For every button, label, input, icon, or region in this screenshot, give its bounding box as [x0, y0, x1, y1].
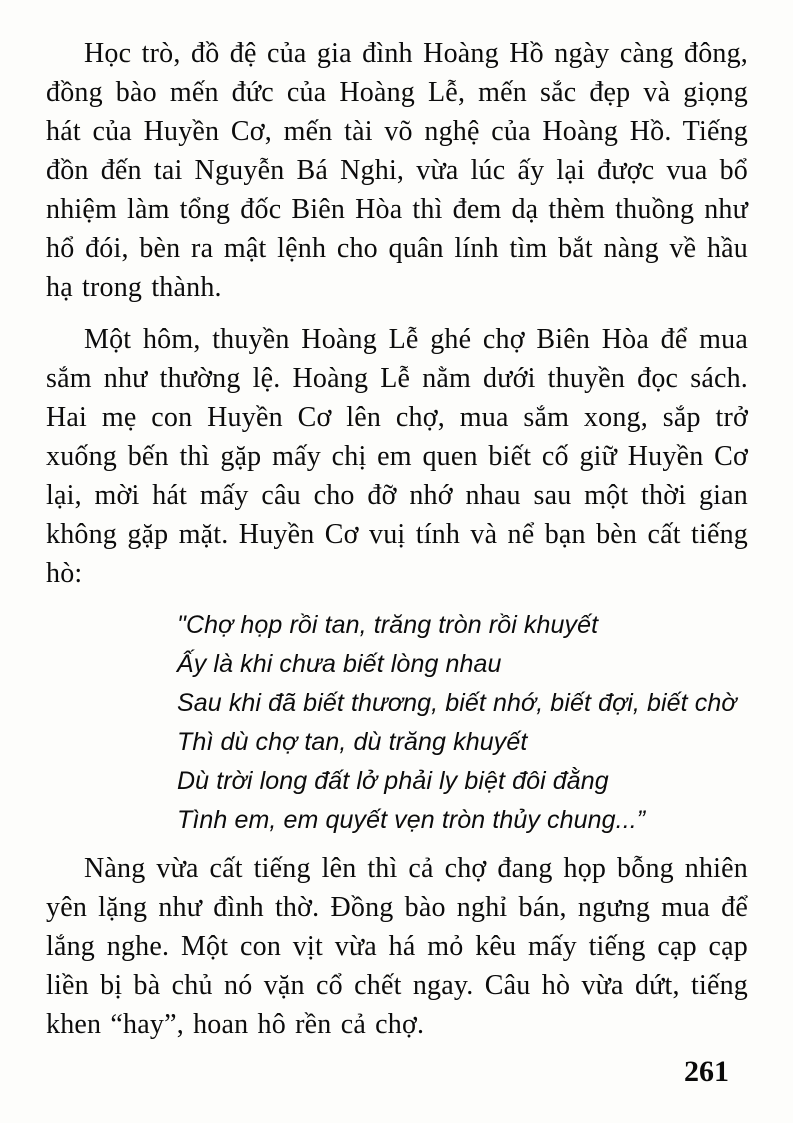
- verse-line-6: Tình em, em quyết vẹn tròn thủy chung...”: [177, 806, 646, 834]
- page-number: 261: [684, 1055, 729, 1088]
- page-content: [46, 34, 748, 1057]
- verse-line-3: Sau khi đã biết thương, biết nhớ, biết đợi, biết chờ: [177, 689, 737, 717]
- paragraph-students-admire: Học trò, đồ đệ của gia đình Hoàng Hồ ngày càng đông, đồng bào mến đức của Hoàng Lễ, mến sắc đẹp và giọng hát của Huyền Cơ, mến tài võ nghệ của Hoàng Hồ. Tiếng đồn đến tai Nguyễn Bá Nghi, vừa lúc ấy lại được vua bổ nhiệm làm tổng đốc Biên Hòa thì đem dạ thèm thuồng như hổ đói, bèn ra mật lệnh cho quân lính tìm bắt nàng về hầu hạ trong thành.: [46, 38, 748, 303]
- verse-line-2: Ấy là khi chưa biết lòng nhau: [177, 650, 502, 678]
- verse-line-1: "Chợ họp rồi tan, trăng tròn rồi khuyết: [177, 611, 599, 639]
- verse-block: [177, 606, 748, 840]
- paragraph-market-visit: Một hôm, thuyền Hoàng Lễ ghé chợ Biên Hòa để mua sắm như thường lệ. Hoàng Lễ nằm dưới thuyền đọc sách. Hai mẹ con Huyền Cơ lên chợ, mua sắm xong, sắp trở xuống bến thì gặp mấy chị em quen biết cố giữ Huyền Cơ lại, mời hát mấy câu cho đỡ nhớ nhau sau một thời gian không gặp mặt. Huyền Cơ vuị tính và nể bạn bèn cất tiếng hò:: [46, 324, 748, 589]
- paragraph-market-reaction: Nàng vừa cất tiếng lên thì cả chợ đang họp bỗng nhiên yên lặng như đình thờ. Đồng bào nghỉ bán, ngưng mua để lắng nghe. Một con vịt vừa há mỏ kêu mấy tiếng cạp cạp liền bị bà chủ nó vặn cổ chết ngay. Câu hò vừa dứt, tiếng khen “hay”, hoan hô rền cả chợ.: [46, 853, 748, 1040]
- verse-line-4: Thì dù chợ tan, dù trăng khuyết: [177, 728, 528, 756]
- verse-line-5: Dù trời long đất lở phải ly biệt đôi đằng: [177, 767, 609, 795]
